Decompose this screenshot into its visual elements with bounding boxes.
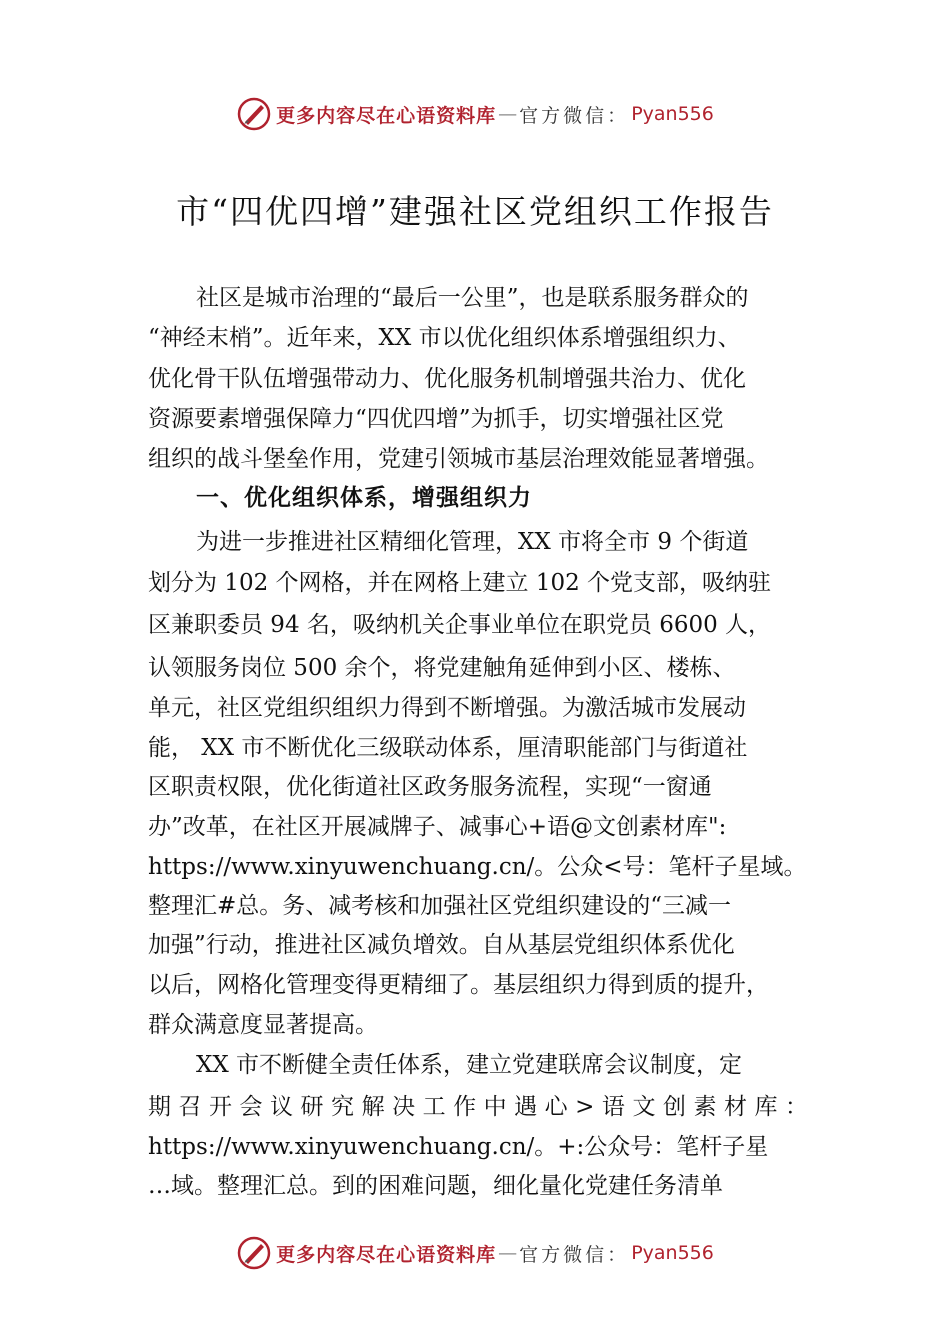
banner-separator: — [498,103,518,125]
header-banner [0,94,950,134]
paragraph-line: 社区是城市治理的“最后一公里”，也是联系服务群众的 [196,285,749,311]
pen-seal-logo-icon [236,1235,272,1271]
banner-slogan: 更多内容尽在心语资料库 [276,104,497,127]
paragraph-line: 区兼职委员 94 名，吸纳机关企事业单位在职党员 6600 人， [148,612,772,638]
paragraph-line: 优化骨干队伍增强带动力、优化服务机制增强共治力、优化 [148,366,746,392]
paragraph-line: 加强”行动，推进社区减负增效。自从基层党组织体系优化 [148,932,735,958]
banner-wechat-label: 官方微信： [519,1243,630,1266]
banner-wechat-label: 官方微信： [519,104,630,127]
banner-wechat-id: Pyan556 [631,1242,714,1264]
paragraph-line: 能， XX 市不断优化三级联动体系，厘清职能部门与街道社 [148,735,748,761]
document-title: 市“四优四增”建强社区党组织工作报告 [176,192,774,231]
pen-seal-logo-icon [236,96,272,132]
paragraph-line: 认领服务岗位 500 余个，将党建触角延伸到小区、楼栋、 [148,655,736,681]
paragraph-line: https://www.xinyuwenchuang.cn/。+:公众号：笔杆子星 [148,1134,769,1160]
paragraph-line: 整理汇#总。务、减考核和加强社区党组织建设的“三减一 [148,893,732,919]
banner-wechat-id: Pyan556 [631,103,714,125]
banner-separator: — [498,1242,518,1264]
paragraph-line: 区职责权限，优化街道社区政务服务流程，实现“一窗通 [148,774,712,800]
paragraph-line: 划分为 102 个网格，并在网格上建立 102 个党支部，吸纳驻 [148,570,772,596]
paragraph-line: 单元，社区党组织组织力得到不断增强。为激活城市发展动 [148,695,746,721]
paragraph-line: …域。整理汇总。到的困难问题，细化量化党建任务清单 [148,1173,723,1199]
section-heading: 一、优化组织体系，增强组织力 [196,485,532,511]
paragraph-line: https://www.xinyuwenchuang.cn/。公众<号：笔杆子星域。 [148,854,807,880]
paragraph-line: 办”改革，在社区开展减牌子、减事心+语@文创素材库": [148,814,727,840]
paragraph-line: “神经末梢”。近年来，XX 市以优化组织体系增强组织力、 [148,325,741,351]
paragraph-line: 组织的战斗堡垒作用，党建引领城市基层治理效能显著增强。 [148,446,769,472]
footer-banner [0,1233,950,1273]
paragraph-line: XX 市不断健全责任体系，建立党建联席会议制度，定 [196,1052,743,1078]
paragraph-line: 期召开会议研究解决工作中遇心>语文创素材库： [148,1094,808,1120]
paragraph-line: 以后，网格化管理变得更精细了。基层组织力得到质的提升， [148,972,769,998]
paragraph-line: 为进一步推进社区精细化管理，XX 市将全市 9 个街道 [196,529,749,555]
paragraph-line: 资源要素增强保障力“四优四增”为抓手，切实增强社区党 [148,406,724,432]
banner-slogan: 更多内容尽在心语资料库 [276,1243,497,1266]
paragraph-line: 群众满意度显著提高。 [148,1012,378,1038]
